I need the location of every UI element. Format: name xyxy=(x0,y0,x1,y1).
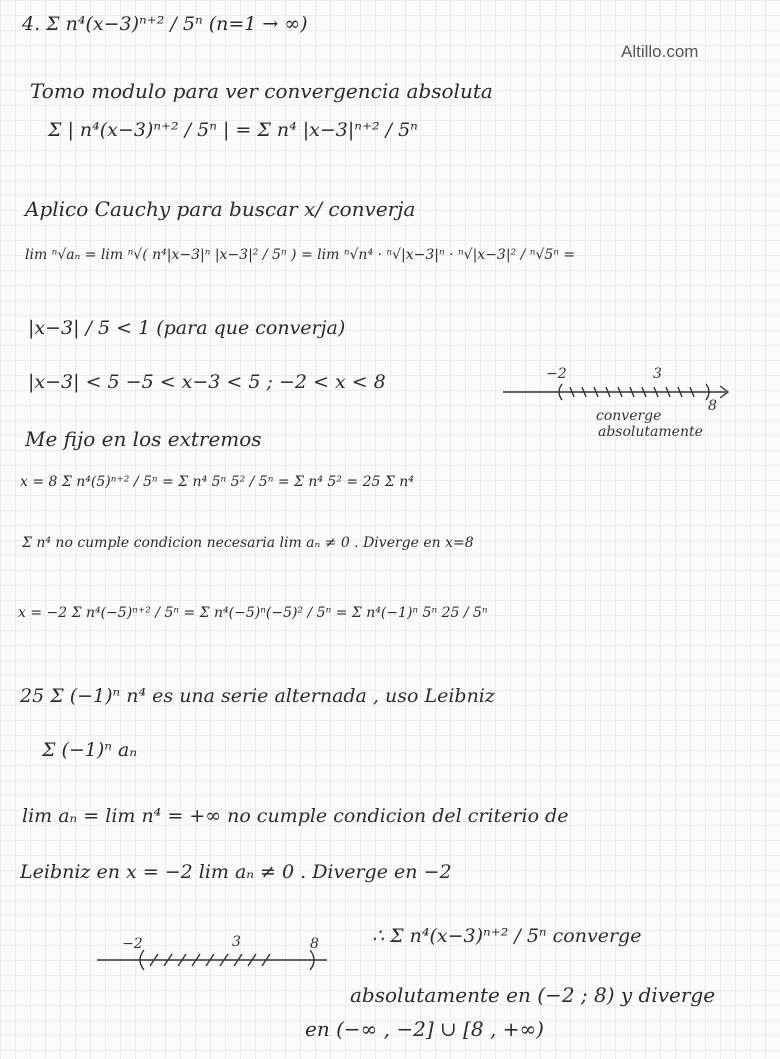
line-7-interval: |x−3| < 5 −5 < x−3 < 5 ; −2 < x < 8 xyxy=(28,371,386,393)
number-line-1-caption-1: converge xyxy=(596,408,662,424)
line-2-text: Tomo modulo para ver convergencia absoluta xyxy=(30,79,493,103)
line-1-series: 4. Σ n⁴(x−3)ⁿ⁺² / 5ⁿ (n=1 → ∞) xyxy=(22,13,308,35)
number-line-2 xyxy=(92,930,342,980)
watermark: Altillo.com xyxy=(621,42,699,61)
line-9-x8: x = 8 Σ n⁴(5)ⁿ⁺² / 5ⁿ = Σ n⁴ 5ⁿ 5² / 5ⁿ = Σ n⁴ 5² = 25 Σ n⁴ xyxy=(20,474,414,490)
number-line-1 xyxy=(498,362,738,442)
line-3-modulus: Σ | n⁴(x−3)ⁿ⁺² / 5ⁿ | = Σ n⁴ |x−3|ⁿ⁺² / 5ⁿ xyxy=(48,119,418,141)
line-16-conclusion: ∴ Σ n⁴(x−3)ⁿ⁺² / 5ⁿ converge xyxy=(372,925,642,947)
line-11-x-minus2: x = −2 Σ n⁴(−5)ⁿ⁺² / 5ⁿ = Σ n⁴(−5)ⁿ(−5)² / 5ⁿ = Σ n⁴(−1)ⁿ 5ⁿ 25 / 5ⁿ xyxy=(18,605,488,621)
line-15-leibniz: Leibniz en x = −2 lim aₙ ≠ 0 . Diverge en −2 xyxy=(20,861,452,883)
line-5-cauchy: lim ⁿ√aₙ = lim ⁿ√( n⁴|x−3|ⁿ |x−3|² / 5ⁿ ) = lim ⁿ√n⁴ · ⁿ√|x−3|ⁿ · ⁿ√|x−3|² / ⁿ√5ⁿ = xyxy=(25,247,576,263)
number-line-1-right-label: 8 xyxy=(708,398,717,414)
line-17-conclusion: absolutamente en (−2 ; 8) y diverge xyxy=(350,983,716,1007)
line-8-text: Me fijo en los extremos xyxy=(25,427,262,451)
number-line-2-right-label: 8 xyxy=(310,936,319,952)
line-6-condition: |x−3| / 5 < 1 (para que converja) xyxy=(28,317,346,339)
line-4-text: Aplico Cauchy para buscar x/ converja xyxy=(25,197,416,221)
number-line-1-left-label: −2 xyxy=(546,366,567,382)
line-18-conclusion: en (−∞ , −2] ∪ [8 , +∞) xyxy=(305,1017,544,1041)
line-14-limit: lim aₙ = lim n⁴ = +∞ no cumple condicion del criterio de xyxy=(22,805,569,827)
line-10-diverge-8: Σ n⁴ no cumple condicion necesaria lim aₙ ≠ 0 . Diverge en x=8 xyxy=(22,535,474,551)
line-12-alternating: 25 Σ (−1)ⁿ n⁴ es una serie alternada , uso Leibniz xyxy=(20,685,495,707)
line-13-sum-an: Σ (−1)ⁿ aₙ xyxy=(42,739,138,761)
number-line-2-left-label: −2 xyxy=(122,936,143,952)
number-line-1-caption-2: absolutamente xyxy=(598,424,703,440)
number-line-2-mid-label: 3 xyxy=(232,934,241,950)
number-line-1-mid-label: 3 xyxy=(653,366,662,382)
